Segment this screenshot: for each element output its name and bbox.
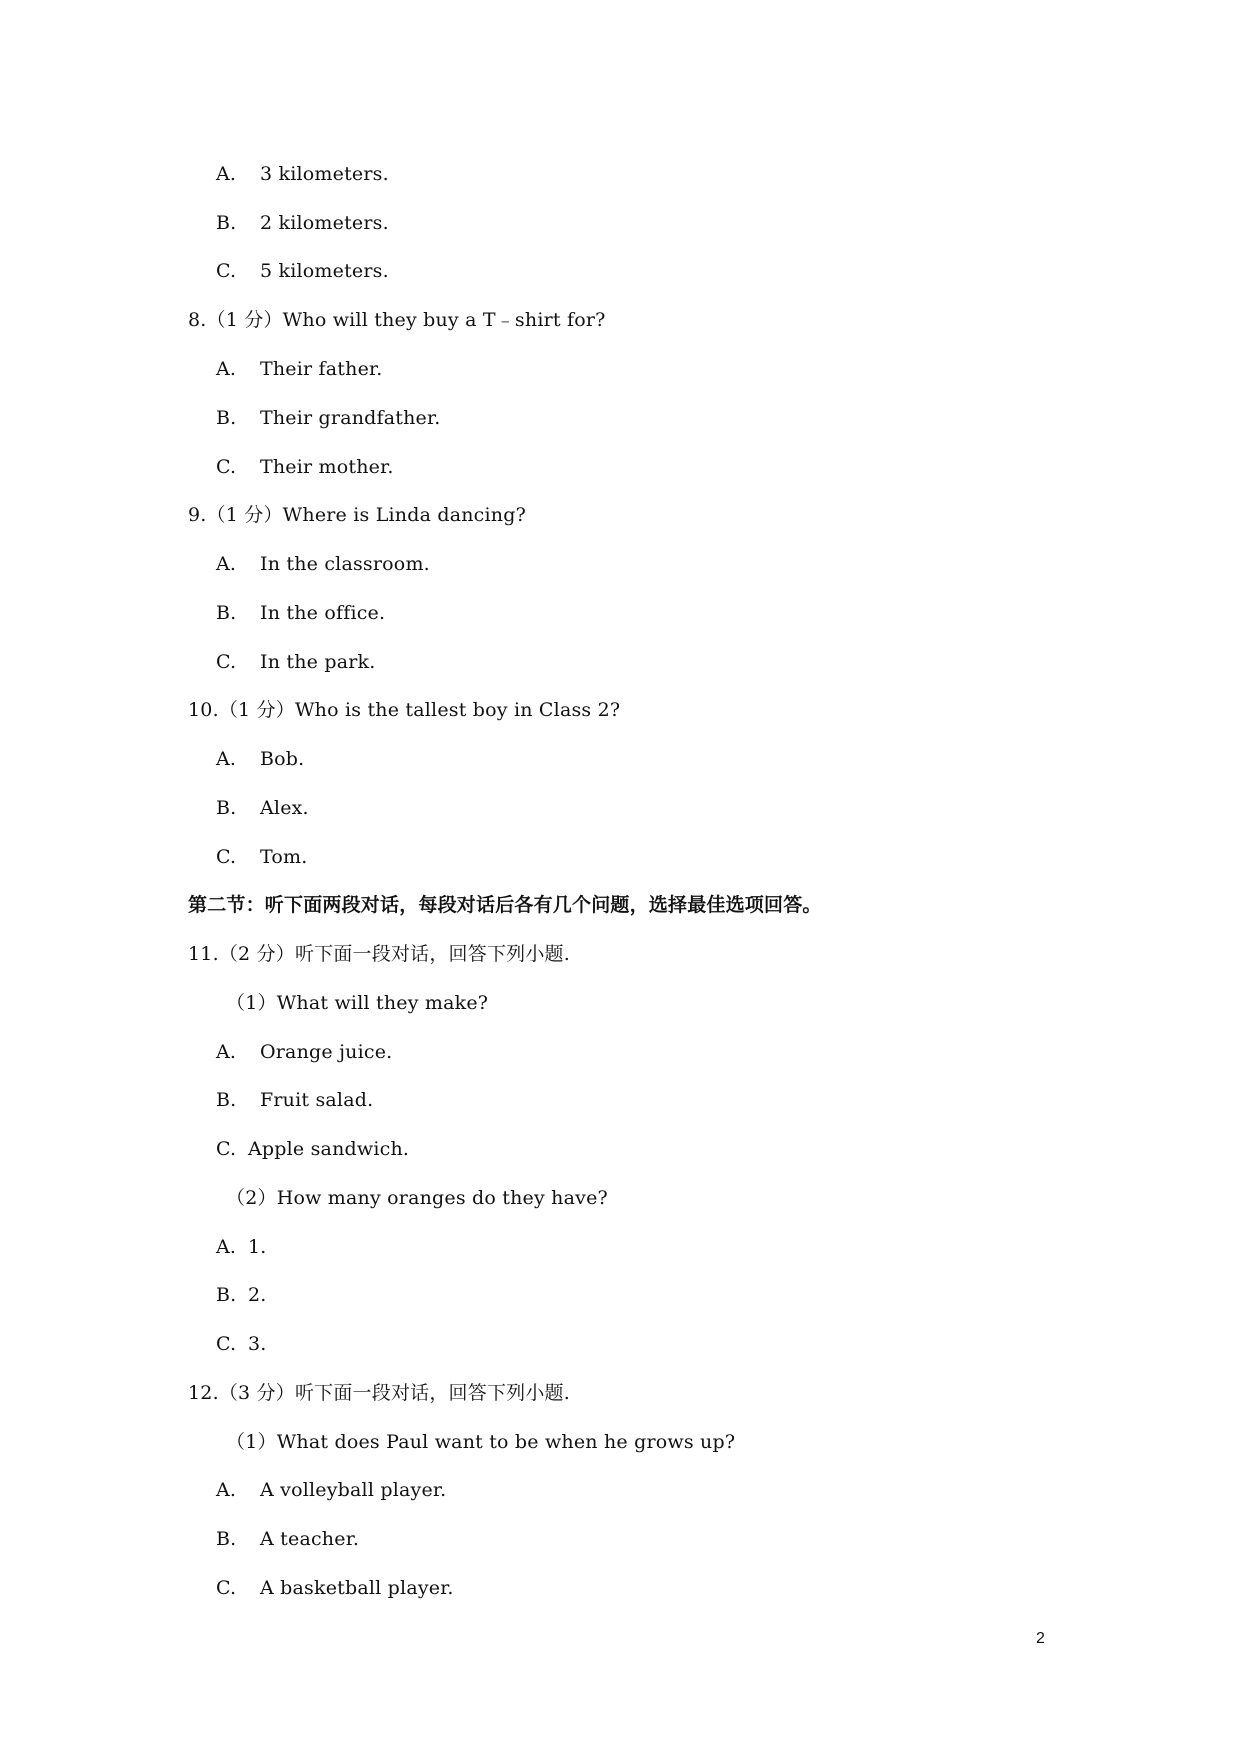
q10-option-c: C. Tom. bbox=[216, 846, 308, 868]
q7-option-c: C. 5 kilometers. bbox=[216, 260, 389, 282]
q12-stem: 12.（3 分）听下面一段对话，回答下列小题. bbox=[188, 1382, 570, 1404]
q11-sub1-option-a: A. Orange juice. bbox=[216, 1041, 393, 1063]
q7-option-b: B. 2 kilometers. bbox=[216, 212, 389, 234]
q12-sub1-option-b: B. A teacher. bbox=[216, 1528, 360, 1550]
q12-sub1-stem: （1）What does Paul want to be when he grows up? bbox=[226, 1431, 736, 1453]
q9-stem: 9.（1 分）Where is Linda dancing? bbox=[188, 504, 526, 526]
q11-stem: 11.（2 分）听下面一段对话，回答下列小题. bbox=[188, 943, 570, 965]
q10-option-a: A. Bob. bbox=[216, 748, 305, 770]
q11-sub1-option-c: C. Apple sandwich. bbox=[216, 1138, 410, 1160]
section2-heading: 第二节：听下面两段对话，每段对话后各有几个问题，选择最佳选项回答。 bbox=[188, 894, 822, 916]
q10-option-b: B. Alex. bbox=[216, 797, 309, 819]
q8-option-a: A. Their father. bbox=[216, 358, 383, 380]
q11-sub2-stem: （2）How many oranges do they have? bbox=[226, 1187, 608, 1209]
q8-option-b: B. Their grandfather. bbox=[216, 407, 441, 429]
q9-option-a: A. In the classroom. bbox=[216, 553, 430, 575]
q11-sub1-option-b: B. Fruit salad. bbox=[216, 1089, 374, 1111]
q12-sub1-option-a: A. A volleyball player. bbox=[216, 1479, 447, 1501]
q10-stem: 10.（1 分）Who is the tallest boy in Class 2? bbox=[188, 699, 621, 721]
q9-option-c: C. In the park. bbox=[216, 651, 376, 673]
q11-sub2-option-c: C. 3. bbox=[216, 1333, 267, 1355]
page-number: 2 bbox=[1036, 1630, 1045, 1647]
q9-option-b: B. In the office. bbox=[216, 602, 386, 624]
q8-option-c: C. Their mother. bbox=[216, 456, 394, 478]
q11-sub2-option-b: B. 2. bbox=[216, 1284, 267, 1306]
q11-sub1-stem: （1）What will they make? bbox=[226, 992, 489, 1014]
q12-sub1-option-c: C. A basketball player. bbox=[216, 1577, 454, 1599]
q7-option-a: A. 3 kilometers. bbox=[216, 163, 389, 185]
q8-stem: 8.（1 分）Who will they buy a T﹣shirt for? bbox=[188, 309, 606, 331]
q11-sub2-option-a: A. 1. bbox=[216, 1236, 267, 1258]
